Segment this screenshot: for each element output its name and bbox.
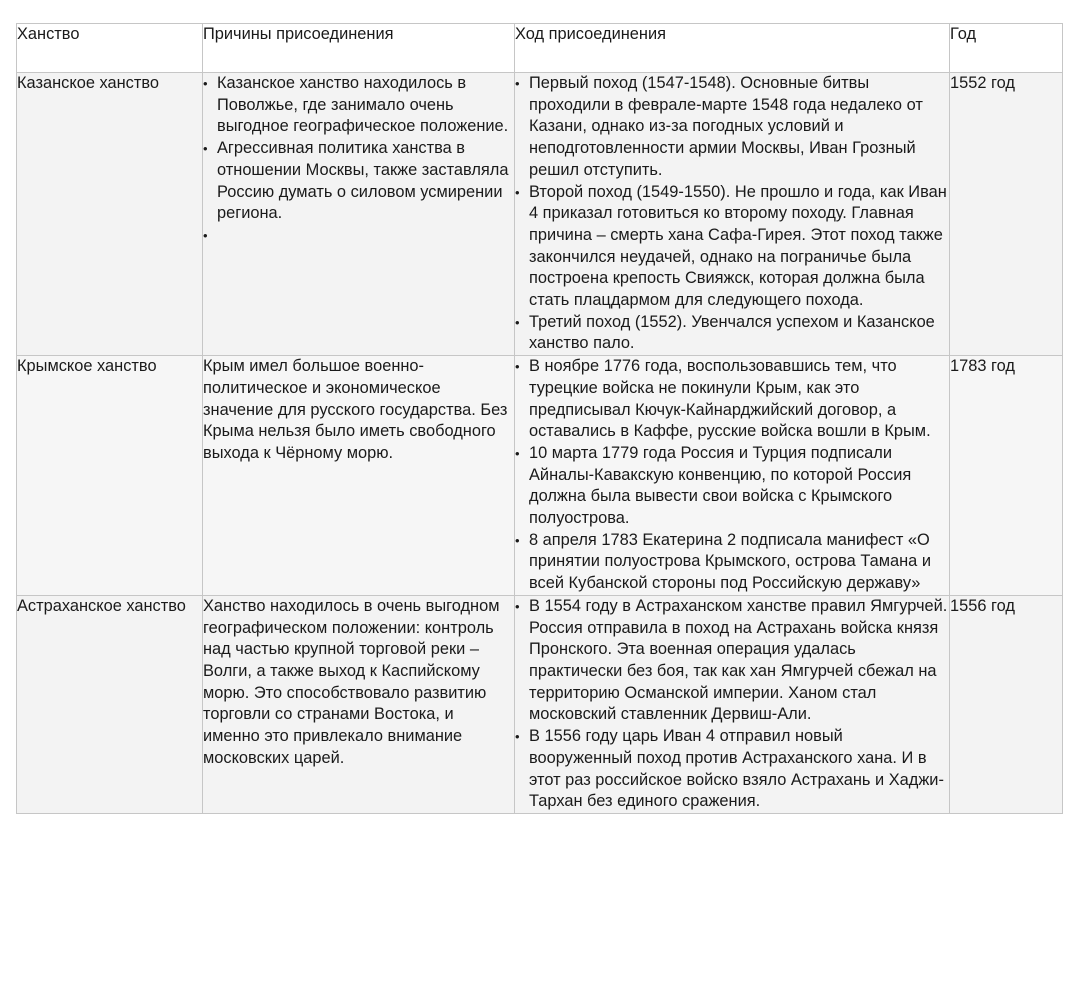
header-row	[17, 24, 1063, 73]
list-item: • Казанское ханство находилось в Поволжье, где занимало очень выгодное географическое положение.	[203, 73, 514, 138]
khanate-name: Крымское ханство	[17, 356, 203, 596]
list-item	[203, 225, 514, 247]
reasons-cell: Крым имел большое военно-политическое и экономическое значение для русского государства. Без Крыма нельзя было иметь свободного выхода к Чёрному морю.	[203, 356, 515, 596]
year-cell: 1552 год	[950, 73, 1063, 356]
table-row	[17, 356, 1063, 596]
reasons-list	[203, 73, 514, 247]
table-row	[17, 595, 1063, 813]
header-year: Год	[950, 24, 1063, 73]
course-cell	[515, 73, 950, 356]
list-item: • В 1554 году в Астраханском ханстве правил Ямгурчей. Россия отправила в поход на Астрахань войска князя Пронского. Эта военная операция удалась практически без боя, так как хан Ямгурчей сбежал на территорию Османской империи. Ханом стал московский ставленник Дервиш-Али.	[515, 596, 949, 726]
list-item: • Третий поход (1552). Увенчался успехом и Казанское ханство пало.	[515, 312, 949, 355]
course-list	[515, 73, 949, 355]
reasons-cell: Ханство находилось в очень выгодном географическом положении: контроль над частью крупной торговой реки – Волги, а также выход к Каспийскому морю. Это способствовало развитию торговли со странами Востока, и именно это привлекало внимание московских царей.	[203, 595, 515, 813]
khanate-name: Астраханское ханство	[17, 595, 203, 813]
list-item: • 8 апреля 1783 Екатерина 2 подписала манифест «О принятии полуострова Крымского, острова Тамана и всей Кубанской стороны под Российскую державу»	[515, 530, 949, 595]
table-row	[17, 73, 1063, 356]
year-cell: 1783 год	[950, 356, 1063, 596]
list-item: • Агрессивная политика ханства в отношении Москвы, также заставляла Россию думать о силовом усмирении региона.	[203, 138, 514, 225]
course-list	[515, 356, 949, 595]
list-item: • В 1556 году царь Иван 4 отправил новый вооруженный поход против Астраханского хана. И в этот раз российское войско взяло Астрахань и Хаджи-Тархан без единого сражения.	[515, 726, 949, 813]
list-item: • Второй поход (1549-1550). Не прошло и года, как Иван 4 приказал готовиться ко второму походу. Главная причина – смерть хана Сафа-Гирея. Этот поход также закончился неудачей, однако на пограничье была построена крепость Свияжск, которая должна была стать плацдармом для следующего похода.	[515, 182, 949, 312]
list-item: • Первый поход (1547-1548). Основные битвы проходили в феврале-марте 1548 года недалеко от Казани, однако из-за погодных условий и неподготовленности армии Москвы, Иван Грозный решил отступить.	[515, 73, 949, 182]
header-course: Ход присоединения	[515, 24, 950, 73]
year-cell: 1556 год	[950, 595, 1063, 813]
header-reasons: Причины присоединения	[203, 24, 515, 73]
header-khanate: Ханство	[17, 24, 203, 73]
reasons-cell	[203, 73, 515, 356]
course-cell	[515, 595, 950, 813]
course-cell	[515, 356, 950, 596]
course-list	[515, 596, 949, 813]
khanates-table	[16, 23, 1063, 814]
khanate-name: Казанское ханство	[17, 73, 203, 356]
list-item: • 10 марта 1779 года Россия и Турция подписали Айналы-Кавакскую конвенцию, по которой Россия должна была вывести свои войска с Крымского полуострова.	[515, 443, 949, 530]
list-item: • В ноябре 1776 года, воспользовавшись тем, что турецкие войска не покинули Крым, как это предписывал Кючук-Кайнарджийский договор, а оставались в Каффе, русские войска вошли в Крым.	[515, 356, 949, 443]
